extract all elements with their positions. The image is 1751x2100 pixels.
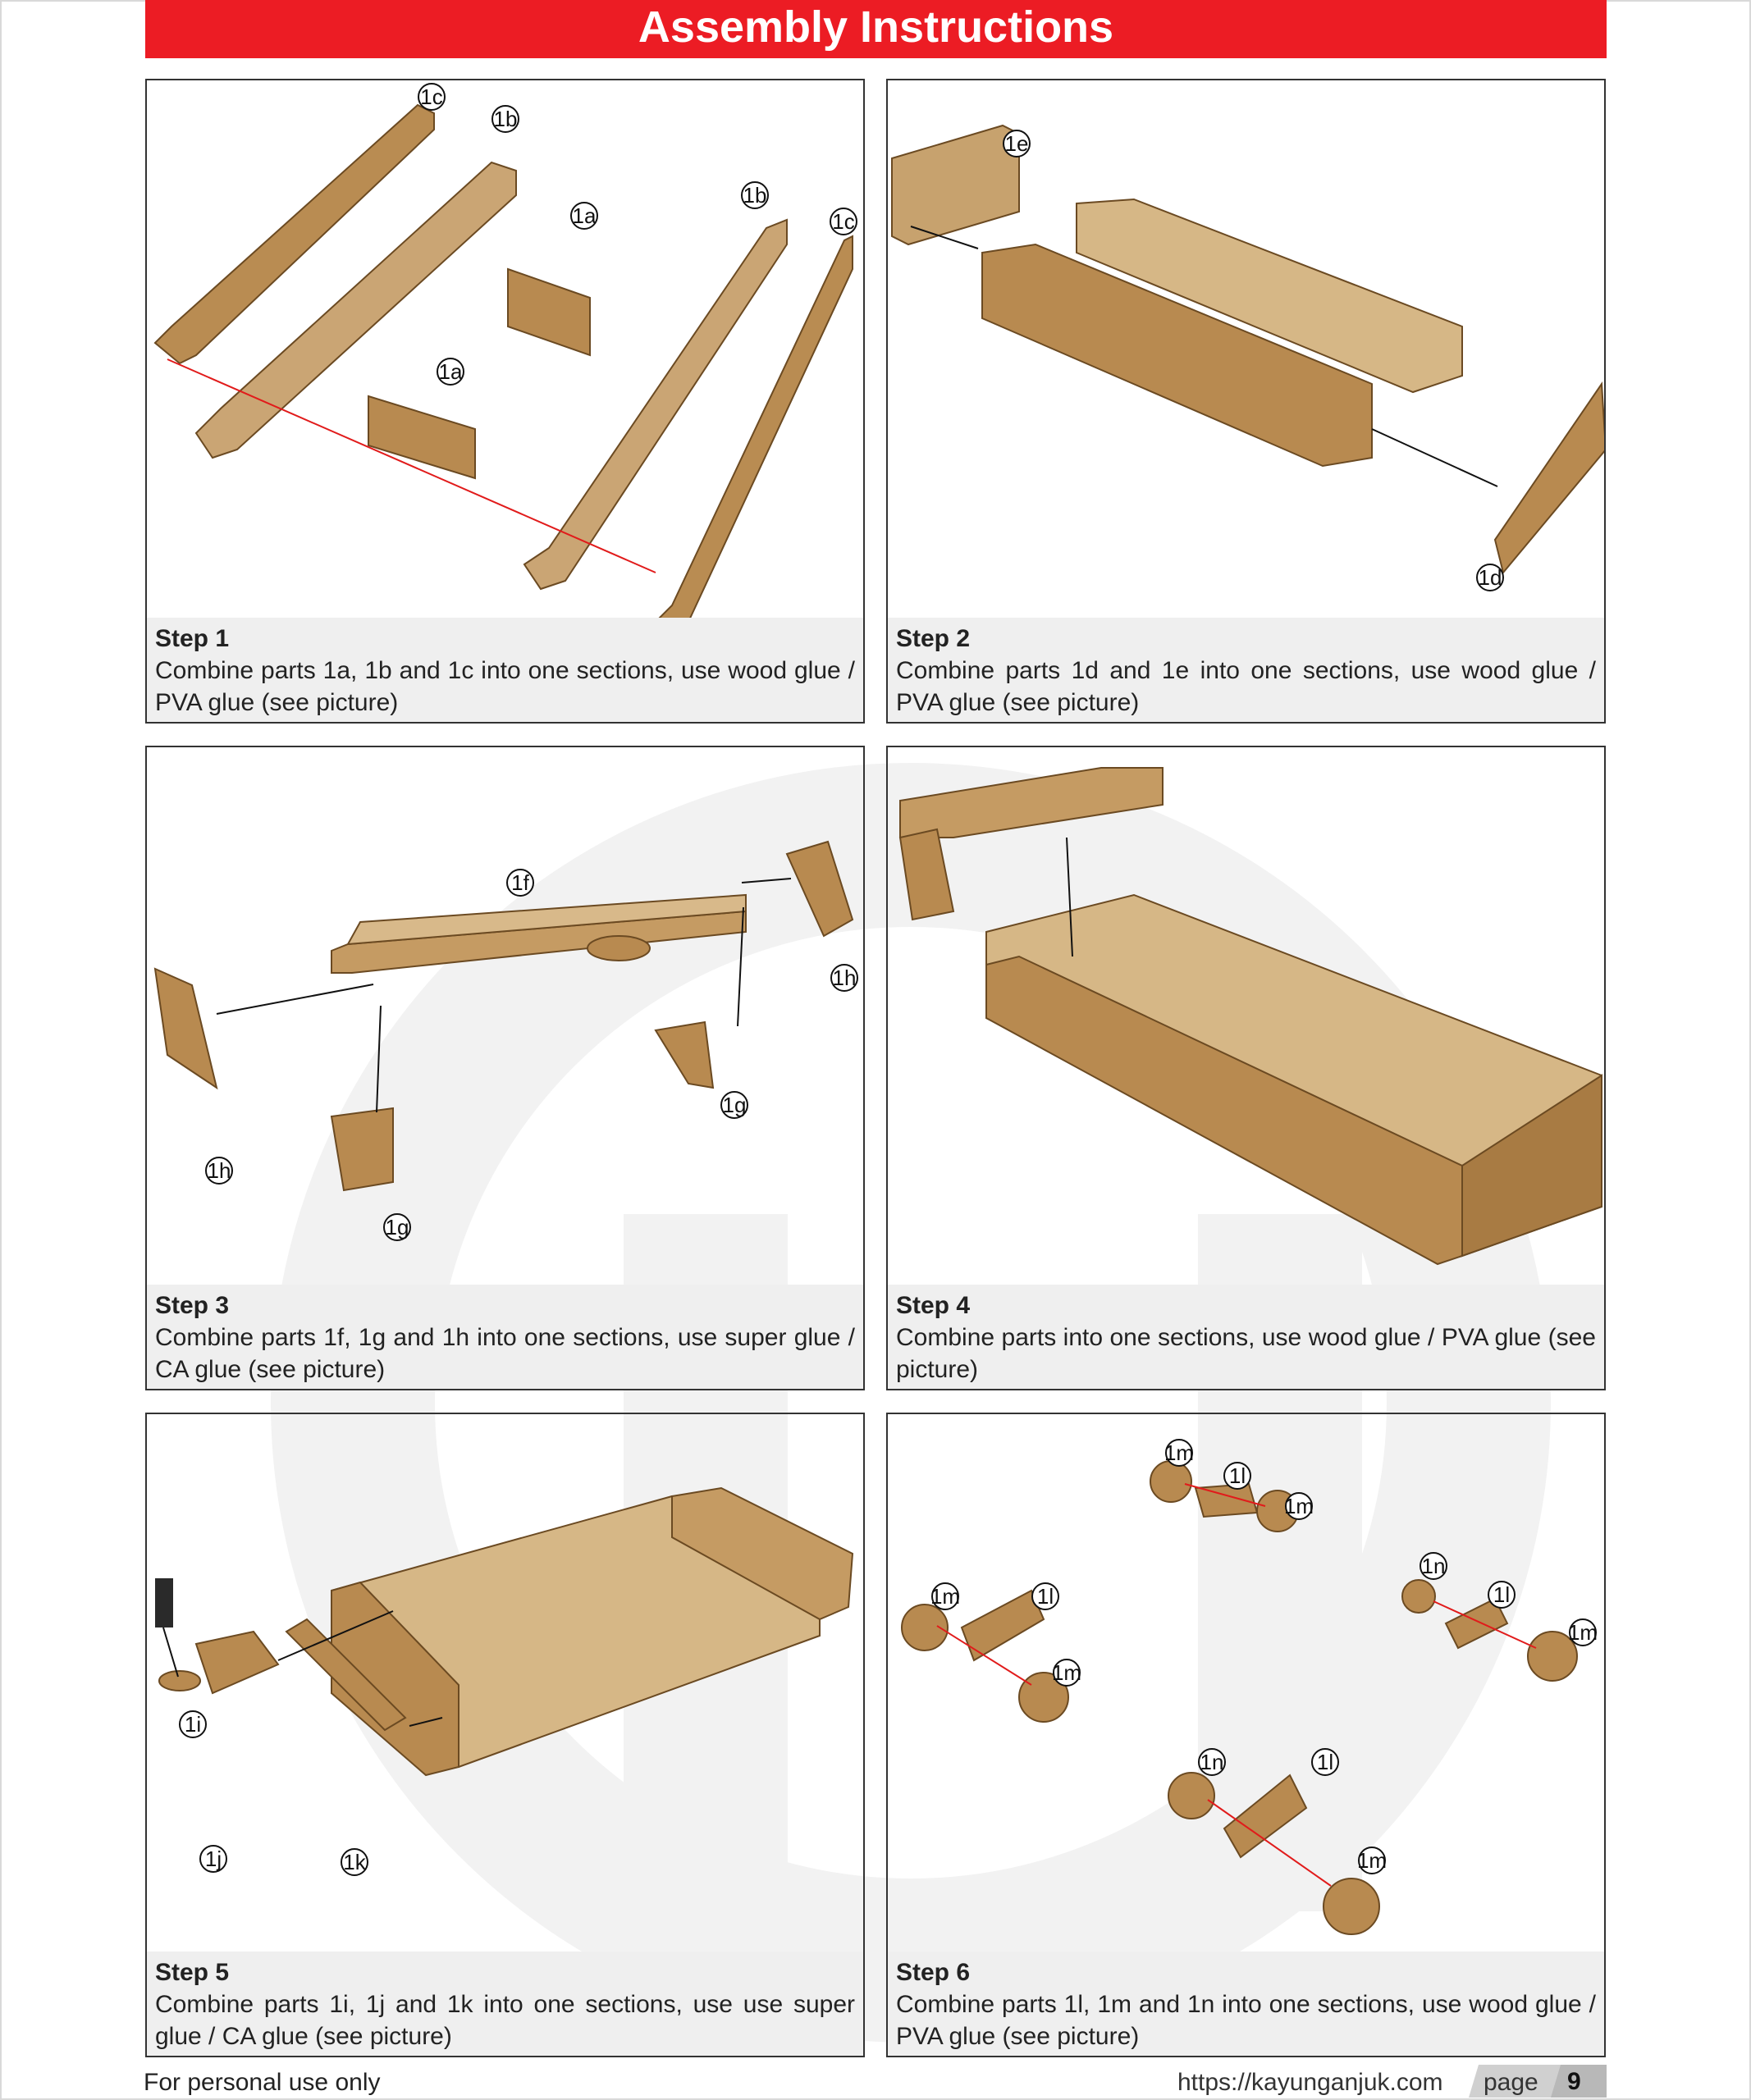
label-1j: 1j <box>204 1847 222 1871</box>
step-3-assembly-leg <box>900 829 953 920</box>
step-2-panel <box>886 79 1606 724</box>
step-2-caption <box>888 618 1604 722</box>
label-1b: 1b <box>493 107 518 131</box>
part-1a-top <box>508 269 590 355</box>
step-3-assembly <box>900 768 1163 838</box>
label-1m: 1m <box>930 1584 961 1609</box>
label-1m: 1m <box>1283 1494 1314 1518</box>
label-1f: 1f <box>511 870 529 895</box>
label-1n: 1n <box>1421 1554 1446 1578</box>
label-1m: 1m <box>1356 1848 1388 1873</box>
label-1c: 1c <box>832 209 855 234</box>
label-1a: 1a <box>438 359 463 384</box>
step-3-panel <box>145 746 865 1390</box>
part-1l <box>1224 1775 1306 1857</box>
label-1a: 1a <box>572 203 597 228</box>
step-1-title: Step 1 <box>155 625 230 652</box>
page-title: Assembly Instructions <box>145 0 1607 58</box>
part-1a-bottom <box>368 396 475 478</box>
label-1i: 1i <box>184 1712 202 1737</box>
part-1c-left <box>155 105 434 363</box>
step-6-illustration <box>888 1414 1604 1952</box>
arrow-1d <box>1372 429 1497 486</box>
label-1m: 1m <box>1051 1660 1082 1685</box>
part-1i <box>155 1578 173 1628</box>
page-number: 9 <box>1567 2068 1581 2095</box>
label-1l: 1l <box>1036 1584 1054 1609</box>
page-label: page <box>1484 2069 1538 2096</box>
part-1n <box>1402 1580 1435 1613</box>
step-2-text: Combine parts 1d and 1e into one sections, use wood glue / PVA glue (see picture) <box>896 657 1596 716</box>
step-4-caption <box>888 1285 1604 1389</box>
step-5-panel <box>145 1413 865 2057</box>
step-2-title: Step 2 <box>896 625 971 652</box>
label-1l: 1l <box>1316 1750 1334 1774</box>
step-6-panel <box>886 1413 1606 2057</box>
step-2-illustration <box>888 80 1604 618</box>
footer-url[interactable]: https://kayunganjuk.com <box>1177 2069 1443 2096</box>
part-1h-left <box>155 969 217 1088</box>
arrow-1h-left <box>217 984 373 1014</box>
label-1g: 1g <box>385 1215 409 1239</box>
label-1n: 1n <box>1200 1750 1224 1774</box>
label-1d: 1d <box>1478 565 1502 590</box>
step-5-illustration <box>147 1414 863 1952</box>
red-guide-line <box>167 359 656 573</box>
step-4-illustration <box>888 747 1604 1285</box>
step-3-illustration <box>147 747 863 1285</box>
part-1h-right <box>787 842 853 936</box>
part-1j-body <box>196 1632 278 1693</box>
step-1-panel <box>145 79 865 724</box>
label-1m: 1m <box>1164 1440 1195 1465</box>
step-1-illustration <box>147 80 863 618</box>
part-1b-right <box>524 220 787 589</box>
step-5-text: Combine parts 1i, 1j and 1k into one sections, use use super glue / CA glue (see picture) <box>155 1991 855 2050</box>
part-1m <box>1150 1461 1191 1502</box>
arrow-1i <box>163 1628 178 1677</box>
step-1-caption <box>147 618 863 722</box>
arrow-1h-right <box>742 879 791 883</box>
step-4-title: Step 4 <box>896 1292 971 1319</box>
arrow-1g-left <box>377 1006 381 1112</box>
label-1c: 1c <box>420 84 443 109</box>
label-1k: 1k <box>343 1850 366 1874</box>
label-1e: 1e <box>1004 131 1029 156</box>
label-1l: 1l <box>1493 1582 1511 1607</box>
label-1m: 1m <box>1567 1620 1598 1645</box>
step-3-text: Combine parts 1f, 1g and 1h into one sections, use super glue / CA glue (see picture) <box>155 1324 855 1383</box>
step-1-text: Combine parts 1a, 1b and 1c into one sections, use wood glue / PVA glue (see picture) <box>155 657 855 716</box>
part-1g-left <box>331 1108 393 1190</box>
step-6-text: Combine parts 1l, 1m and 1n into one sections, use wood glue / PVA glue (see picture) <box>896 1991 1596 2050</box>
part-1m <box>1324 1879 1379 1934</box>
step-6-caption <box>888 1952 1604 2056</box>
step-5-title: Step 5 <box>155 1959 230 1986</box>
part-1j <box>159 1671 200 1691</box>
step-3-caption <box>147 1285 863 1389</box>
label-1g: 1g <box>722 1093 747 1117</box>
label-1h: 1h <box>207 1158 231 1183</box>
part-1g-right <box>656 1022 713 1088</box>
step-4-panel <box>886 746 1606 1390</box>
step-3-title: Step 3 <box>155 1292 230 1319</box>
step-4-text: Combine parts into one sections, use wood glue / PVA glue (see picture) <box>896 1324 1596 1383</box>
step-5-caption <box>147 1952 863 2056</box>
label-1h: 1h <box>832 966 857 990</box>
step-6-title: Step 6 <box>896 1959 971 1986</box>
footer-note: For personal use only <box>144 2069 381 2096</box>
label-1b: 1b <box>743 183 767 208</box>
label-1l: 1l <box>1228 1463 1246 1488</box>
part-1n <box>1168 1773 1214 1819</box>
part-1d <box>1495 384 1604 573</box>
part-1f-pivot <box>587 936 650 961</box>
